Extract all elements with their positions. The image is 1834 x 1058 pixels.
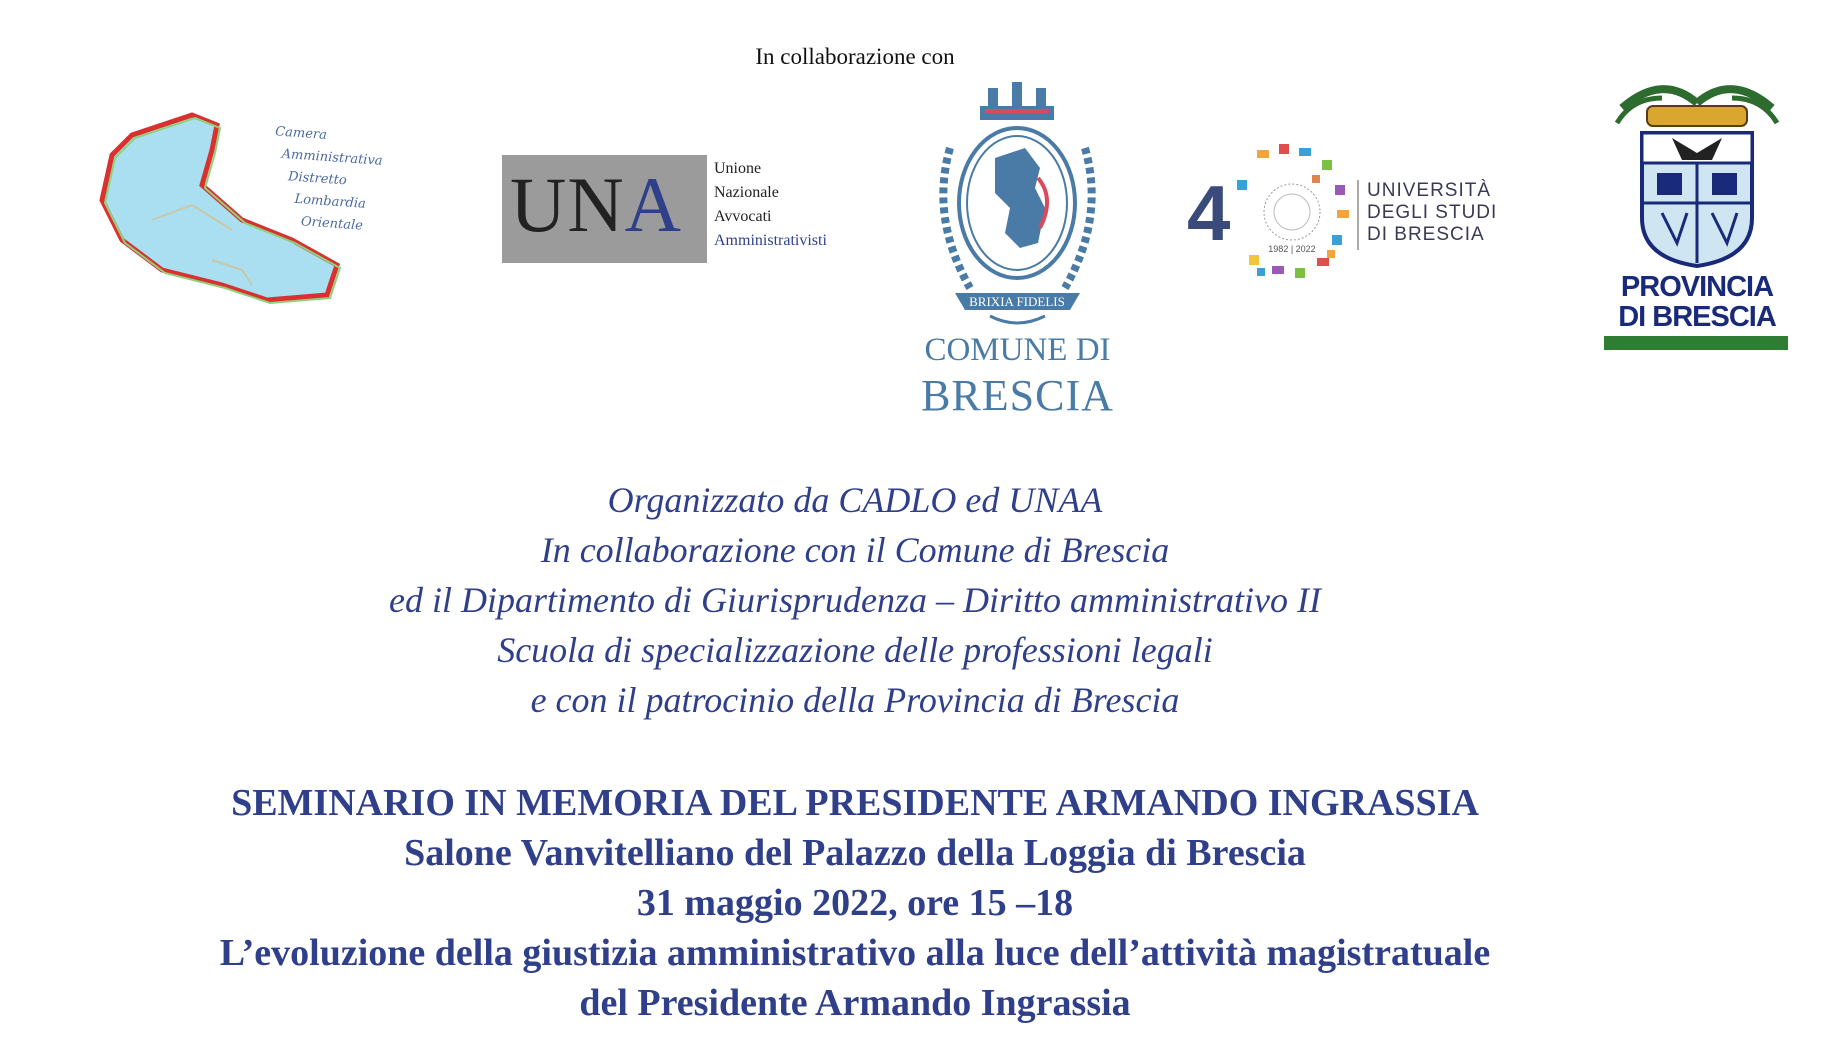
universita-line: DI BRESCIA bbox=[1367, 224, 1485, 245]
organizers-line: Scuola di specializzazione delle professioni legali bbox=[497, 630, 1213, 670]
universita-line: UNIVERSITÀ bbox=[1367, 180, 1492, 201]
universita-years: 1982 | 2022 bbox=[1268, 244, 1316, 254]
event-topic: del Presidente Armando Ingrassia bbox=[579, 982, 1131, 1024]
organizers-line: e con il patrocinio della Provincia di Brescia bbox=[530, 680, 1180, 720]
cadlo-line: Lombardia bbox=[294, 191, 367, 212]
una-letters: UN bbox=[510, 161, 625, 248]
comune-logo bbox=[910, 78, 1125, 418]
universita-line: DEGLI STUDI bbox=[1367, 202, 1498, 223]
cadlo-line: Amministrativa bbox=[281, 146, 384, 169]
provincia-line2: DI BRESCIA bbox=[1618, 301, 1776, 333]
universita-40-icon bbox=[1187, 140, 1357, 290]
event-block bbox=[0, 778, 1710, 1028]
provincia-green-bar bbox=[1604, 336, 1788, 350]
cadlo-line: Camera bbox=[274, 124, 328, 143]
collaboration-label: In collaborazione con bbox=[755, 44, 955, 69]
comune-line2: BRESCIA bbox=[921, 371, 1114, 420]
cadlo-line: Orientale bbox=[300, 214, 364, 234]
organizers-line: Organizzato da CADLO ed UNAA bbox=[607, 480, 1103, 520]
una-line: Unione bbox=[714, 160, 762, 177]
organizers-line: In collaborazione con il Comune di Brescia bbox=[540, 530, 1170, 570]
comune-line1: COMUNE DI bbox=[924, 332, 1111, 368]
event-venue: Salone Vanvitelliano del Palazzo della Loggia di Brescia bbox=[404, 832, 1306, 874]
event-topic: L’evoluzione della giustizia amministrativo alla luce dell’attività magistratuale bbox=[219, 932, 1491, 974]
cadlo-logo bbox=[92, 110, 432, 320]
organizers-block bbox=[0, 475, 1710, 725]
una-line: Avvocati bbox=[714, 208, 772, 225]
una-letter-a: A bbox=[624, 161, 683, 248]
event-title: SEMINARIO IN MEMORIA DEL PRESIDENTE ARMANDO INGRASSIA bbox=[231, 782, 1479, 824]
event-date: 31 maggio 2022, ore 15 –18 bbox=[636, 882, 1074, 924]
organizers-line: ed il Dipartimento di Giurisprudenza – Diritto amministrativo II bbox=[389, 580, 1321, 620]
provincia-crest-icon bbox=[1602, 78, 1792, 268]
una-line: Nazionale bbox=[714, 184, 779, 201]
una-logo-box bbox=[502, 155, 707, 263]
universita-number: 4 bbox=[1187, 169, 1231, 257]
una-logo bbox=[502, 155, 862, 265]
provincia-line1: PROVINCIA bbox=[1620, 271, 1774, 303]
una-line: Amministrativisti bbox=[714, 232, 827, 249]
universita-logo bbox=[1187, 140, 1507, 290]
cadlo-line: Distretto bbox=[287, 169, 348, 189]
provincia-logo bbox=[1602, 78, 1792, 353]
comune-motto: BRIXIA FIDELIS bbox=[969, 294, 1065, 309]
comune-crest-icon bbox=[910, 78, 1125, 328]
